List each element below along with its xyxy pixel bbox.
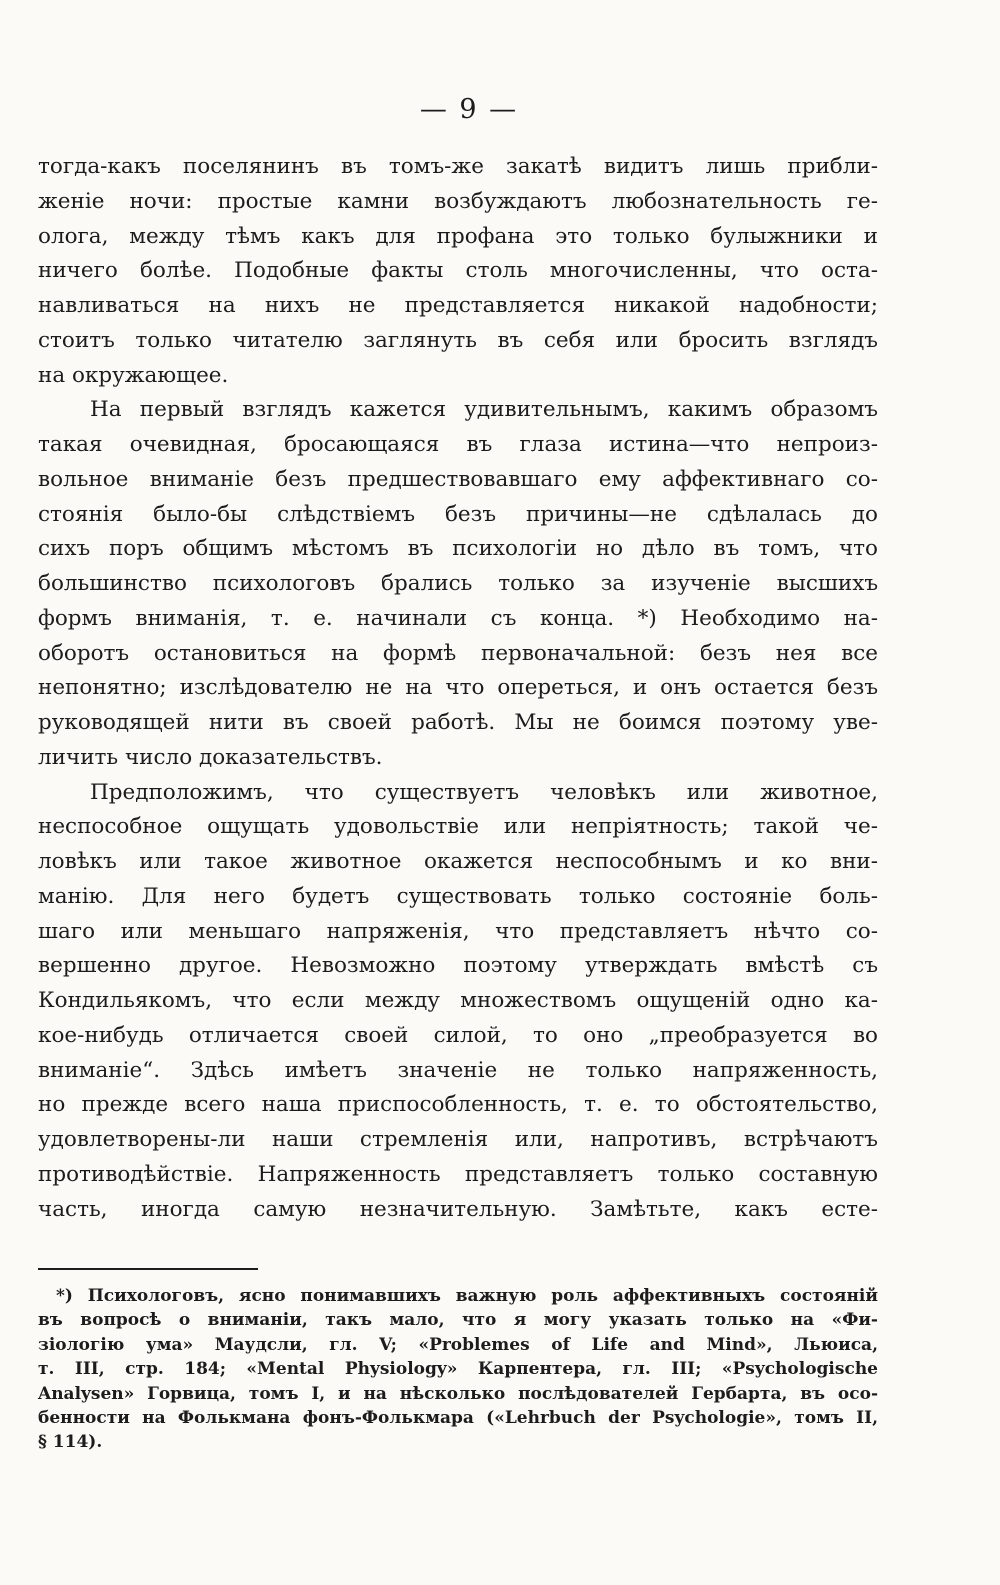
text-line: вершенно другое. Невозможно поэтому утверждать вмѣстѣ съ	[38, 953, 878, 979]
text-line: Предположимъ, что существуетъ человѣкъ или животное,	[90, 779, 878, 805]
footnote-line: § 114).	[38, 1432, 103, 1453]
footnote-line: зіологію ума» Маудсли, гл. V; «Problemes of Life and Mind», Льюиса,	[38, 1334, 878, 1355]
text-line: такая очевидная, бросающаяся въ глаза истина—что непроиз-	[38, 432, 878, 457]
text-line: оборотъ остановиться на формѣ первоначальной: безъ нея все	[38, 640, 878, 666]
text-line: На первый взглядъ кажется удивительнымъ, какимъ образомъ	[90, 397, 878, 423]
text-line: непонятно; изслѣдователю не на что опереться, и онъ остается безъ	[38, 675, 878, 701]
text-line: руководящей нити въ своей работѣ. Мы не боимся поэтому уве-	[38, 710, 878, 735]
text-line: сихъ поръ общимъ мѣстомъ въ психологіи но дѣло въ томъ, что	[38, 536, 878, 562]
text-line: ничего болѣе. Подобные факты столь многочисленны, что оста-	[38, 258, 878, 284]
footnote-divider	[38, 1268, 258, 1270]
text-line: вольное вниманіе безъ предшествовавшаго ему аффективнаго со-	[38, 466, 878, 492]
text-line: большинство психологовъ брались только за изученіе высшихъ	[38, 571, 878, 596]
footnote-line: въ вопросѣ о вниманіи, такъ мало, что я могу указать только на «Фи-	[38, 1310, 878, 1331]
text-line: противодѣйствіе. Напряженность представляетъ только составную	[38, 1161, 878, 1187]
text-line: часть, иногда самую незначительную. Замѣтьте, какъ есте-	[38, 1196, 878, 1222]
text-line: вниманіе“. Здѣсь имѣетъ значеніе не только напряженность,	[38, 1057, 878, 1083]
text-line: шаго или меньшаго напряженія, что представляетъ нѣчто со-	[38, 918, 878, 944]
text-line: навливаться на нихъ не представляется никакой надобности;	[38, 293, 878, 318]
footnote	[38, 1284, 878, 1455]
footnote-line: бенности на Фолькмана фонъ-Фолькмара («Lehrbuch der Psychologie», томъ II,	[38, 1408, 878, 1429]
text-line: стоитъ только читателю заглянуть въ себя или бросить взглядъ	[38, 327, 878, 353]
text-line: манію. Для него будетъ существовать только состояніе боль-	[38, 883, 878, 909]
text-line: удовлетворены-ли наши стремленія или, напротивъ, встрѣчаютъ	[38, 1127, 878, 1152]
footnote-line: т. III, стр. 184; «Mental Physiology» Карпентера, гл. III; «Psychologische	[38, 1359, 878, 1380]
footnote-line: *) Психологовъ, ясно понимавшихъ важную роль аффективныхъ состояній	[56, 1286, 878, 1306]
text-line: тогда-какъ поселянинъ въ томъ-же закатѣ видитъ лишь прибли-	[38, 154, 878, 179]
text-line: личить число доказательствъ.	[38, 744, 383, 770]
text-line: на окружающее.	[38, 362, 229, 388]
text-line: ловѣкъ или такое животное окажется неспособнымъ и ко вни-	[38, 849, 878, 874]
footnote-line: Analysen» Горвица, томъ I, и на нѣсколько послѣдователей Гербарта, въ осо-	[38, 1383, 878, 1404]
text-line: но прежде всего наша приспособленность, т. е. то обстоятельство,	[38, 1092, 878, 1118]
page-number: — 9 —	[419, 94, 519, 125]
body-text	[38, 150, 878, 1227]
text-line: стоянія было-бы слѣдствіемъ безъ причины—не сдѣлалась до	[38, 501, 878, 527]
text-line: неспособное ощущать удовольствіе или непріятность; такой че-	[38, 814, 878, 840]
text-line: женіе ночи: простые камни возбуждаютъ любознательность ге-	[38, 188, 878, 214]
text-line: кое-нибудь отличается своей силой, то оно „преобразуется во	[38, 1022, 878, 1048]
text-line: Кондильякомъ, что если между множествомъ ощущеній одно ка-	[38, 988, 878, 1013]
text-line: олога, между тѣмъ какъ для профана это только булыжники и	[38, 223, 878, 249]
text-line: формъ вниманія, т. е. начинали съ конца. *) Необходимо на-	[38, 605, 878, 631]
